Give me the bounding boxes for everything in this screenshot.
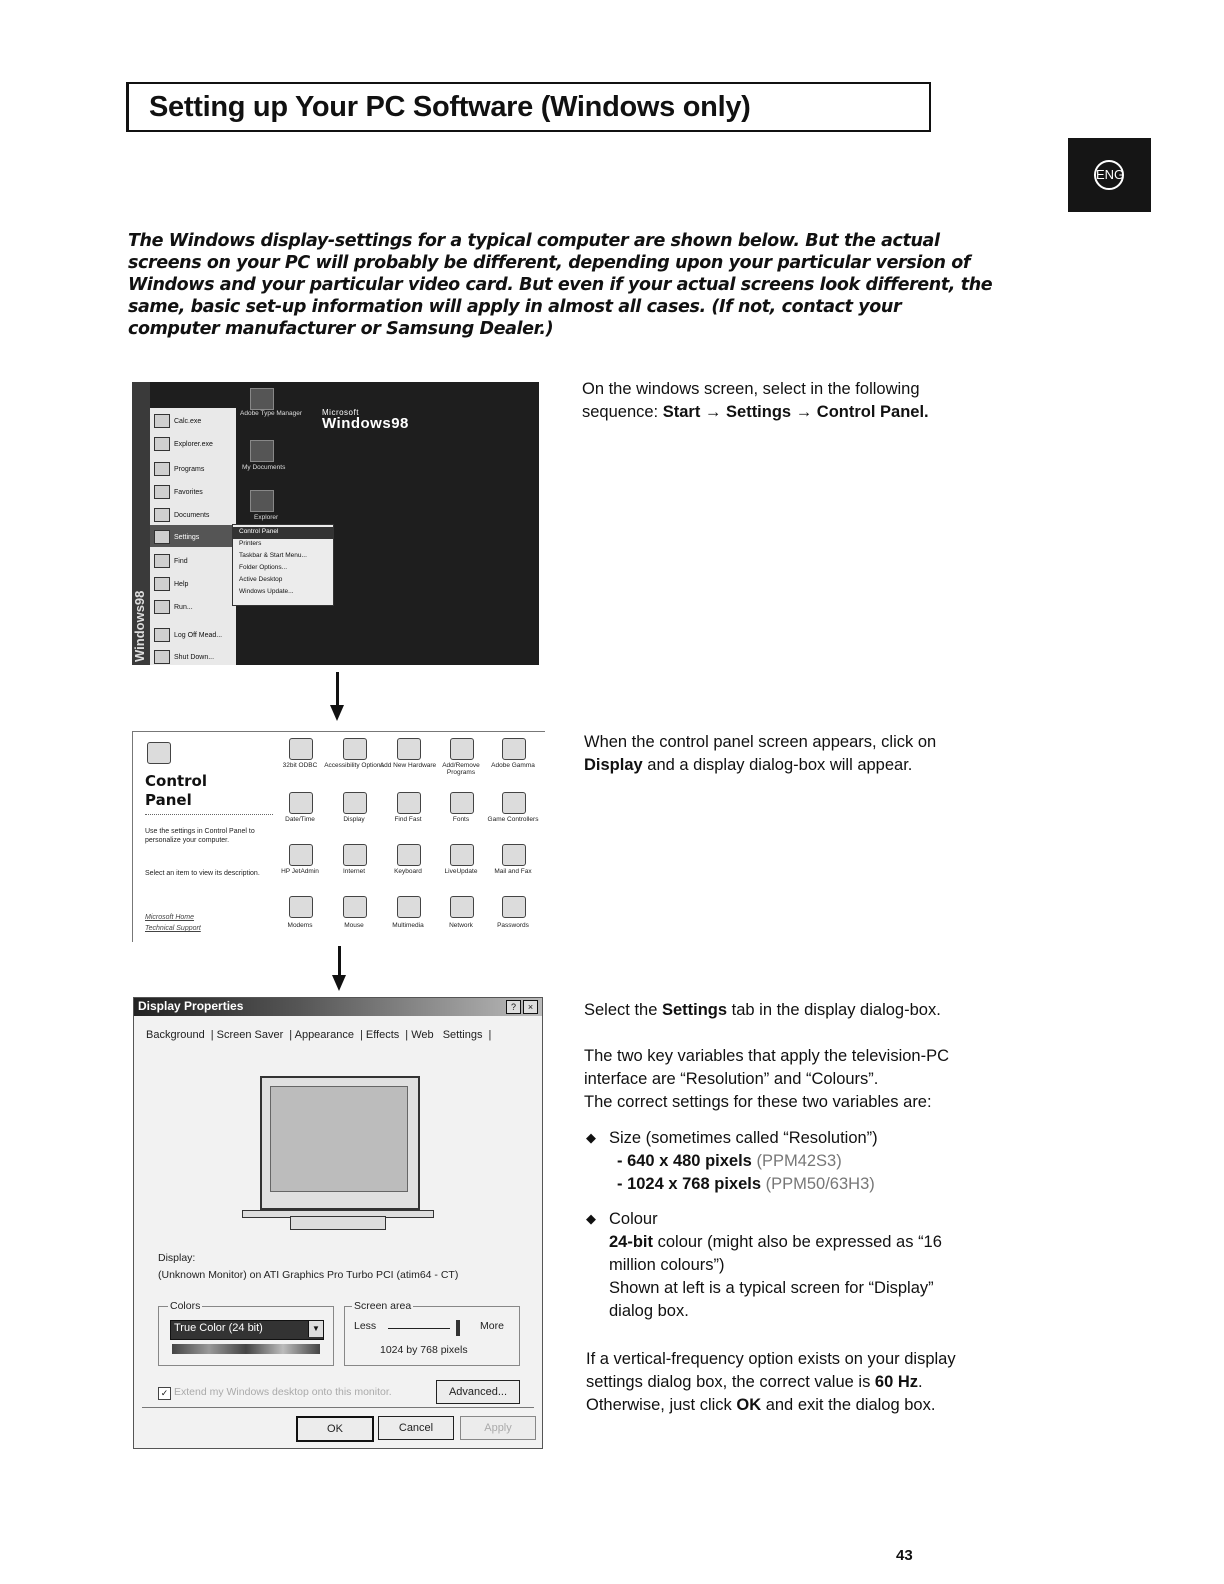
- liveupdate-icon[interactable]: [450, 844, 474, 866]
- menu-item: Run...: [154, 600, 193, 614]
- help-button[interactable]: ?: [506, 1000, 521, 1014]
- tab-effects[interactable]: Effects: [365, 1029, 400, 1041]
- step3-paragraph-2: The two key variables that apply the television-PC interface are “Resolution” and “Colours”. The correct settings for these two variables are:: [584, 1047, 950, 1111]
- log-off-icon: [154, 628, 170, 642]
- network-icon[interactable]: [450, 896, 474, 918]
- help-icon: [154, 577, 170, 591]
- dialog-title-bar: [134, 998, 542, 1016]
- fonts-icon[interactable]: [450, 792, 474, 814]
- cp-item-label: Network: [449, 922, 473, 929]
- display-label: Display:: [158, 1252, 196, 1264]
- cp-item-label: Keyboard: [394, 868, 422, 875]
- desktop-icon-label: Explorer: [254, 514, 279, 521]
- cp-item-label: Add/Remove Programs: [442, 762, 480, 776]
- screen-area-slider-handle[interactable]: [456, 1320, 460, 1336]
- submenu-item: Folder Options...: [239, 564, 288, 571]
- colour-depth: 24-bit: [609, 1233, 654, 1251]
- accessibility-icon[interactable]: [343, 738, 367, 760]
- cp-item-label: Accessibility Options: [324, 762, 384, 769]
- menu-item: Settings: [154, 530, 199, 544]
- game-controllers-icon[interactable]: [502, 792, 526, 814]
- cp-item-label: LiveUpdate: [444, 868, 478, 875]
- add-hardware-icon[interactable]: [397, 738, 421, 760]
- resolution-1024: - 1024 x 768 pixels: [617, 1175, 762, 1193]
- resolution-640: - 640 x 480 pixels: [617, 1152, 752, 1170]
- step1-text: On the windows screen, select in the following sequence: Start → Settings → Control Panel.: [582, 380, 929, 421]
- odbc-icon[interactable]: [289, 738, 313, 760]
- cp-item-label: HP JetAdmin: [281, 868, 319, 875]
- windows98-logo: Microsoft Windows98: [322, 408, 409, 432]
- diamond-bullet-icon: ◆: [586, 1130, 596, 1145]
- dialog-tabs: Background | Screen Saver | Appearance | Effects | Web Settings |: [146, 1029, 492, 1041]
- menu-item: Documents: [154, 508, 209, 522]
- cp-item-label: 32bit ODBC: [282, 762, 318, 769]
- control-panel-term: Control Panel.: [816, 403, 929, 421]
- cp-item-label: Mail and Fax: [494, 868, 532, 875]
- chevron-down-icon[interactable]: ▼: [308, 1321, 323, 1337]
- cp-item-label: Mouse: [344, 922, 364, 929]
- step3-paragraph-1: Select the Settings tab in the display dialog-box.: [584, 1001, 941, 1019]
- display-value: (Unknown Monitor) on ATI Graphics Pro Turbo PCI (atim64 - CT): [158, 1269, 459, 1281]
- display-icon[interactable]: [343, 792, 367, 814]
- apply-button[interactable]: Apply: [460, 1416, 536, 1440]
- resolution-value: 1024 by 768 pixels: [380, 1344, 468, 1356]
- monitor-base: [290, 1216, 386, 1230]
- menu-item: Calc.exe: [154, 414, 201, 428]
- cp-item-label: Passwords: [497, 922, 529, 929]
- adobe-type-manager-icon: [250, 388, 274, 410]
- submenu-item: Windows Update...: [239, 588, 294, 595]
- cp-item-label: Multimedia: [392, 922, 424, 929]
- cp-item-label: Internet: [342, 868, 366, 875]
- run-icon: [154, 600, 170, 614]
- page-number: 43: [896, 1547, 913, 1564]
- multimedia-icon[interactable]: [397, 896, 421, 918]
- screen-area-group: [344, 1306, 520, 1366]
- extend-desktop-checkbox[interactable]: ✓: [158, 1387, 171, 1400]
- modems-icon[interactable]: [289, 896, 313, 918]
- explorer-icon: [154, 437, 170, 451]
- cp-item-label: Date/Time: [285, 816, 315, 823]
- my-documents-icon: [250, 440, 274, 462]
- windows98-start-menu-screenshot: [132, 382, 539, 665]
- control-panel-icon: [147, 742, 171, 764]
- settings-term: Settings: [726, 403, 792, 421]
- desktop-icon-label: My Documents: [242, 464, 286, 471]
- colour-bullet: Colour 24-bit colour (might also be expressed as “16 million colours”) Shown at left is a typical screen for “Display” dialog box.: [609, 1210, 942, 1320]
- submenu-item: Control Panel: [239, 528, 279, 535]
- monitor-preview: [260, 1076, 420, 1210]
- add-remove-programs-icon[interactable]: [450, 738, 474, 760]
- menu-item: Log Off Mead...: [154, 628, 222, 642]
- language-tab: [1068, 138, 1151, 212]
- dialog-title: Display Properties: [138, 999, 244, 1013]
- menu-item: Programs: [154, 462, 204, 476]
- display-term: Display: [584, 756, 643, 774]
- settings-submenu: [232, 524, 334, 606]
- arrow-glyph: →: [795, 403, 813, 421]
- keyboard-icon[interactable]: [397, 844, 421, 866]
- menu-item: Explorer.exe: [154, 437, 213, 451]
- control-panel-hint: Select an item to view its description.: [145, 870, 260, 877]
- adobe-gamma-icon[interactable]: [502, 738, 526, 760]
- menu-item: Find: [154, 554, 188, 568]
- cp-item-label: Display: [343, 816, 365, 823]
- desktop-icon-label: Adobe Type Manager: [240, 410, 303, 417]
- shut-down-icon: [154, 650, 170, 664]
- arrow-glyph: →: [704, 403, 722, 421]
- tab-settings[interactable]: Settings: [442, 1029, 483, 1041]
- cp-item-label: Modems: [287, 922, 313, 929]
- tab-appearance[interactable]: Appearance: [294, 1029, 354, 1041]
- step3-paragraph-4: If a vertical-frequency option exists on your display settings dialog box, the correct value is 60 Hz. Otherwise, just click OK and exit the dialog box.: [586, 1350, 956, 1414]
- tab-background[interactable]: Background: [146, 1029, 205, 1041]
- cancel-button[interactable]: Cancel: [378, 1416, 454, 1440]
- size-bullet: Size (sometimes called “Resolution”) - 640 x 480 pixels (PPM42S3) - 1024 x 768 pixels (PPM50/63H3): [609, 1129, 878, 1193]
- divider: [145, 814, 273, 815]
- start-menu-sidebar: Windows98: [132, 382, 150, 665]
- divider: [142, 1407, 534, 1408]
- ok-term: OK: [736, 1396, 762, 1414]
- title-box: [126, 82, 931, 132]
- mail-fax-icon[interactable]: [502, 844, 526, 866]
- control-panel-description: Use the settings in Control Panel to personalize your computer.: [145, 828, 255, 844]
- settings-icon: [154, 530, 170, 544]
- down-arrow-icon: [330, 705, 344, 721]
- diamond-bullet-icon: ◆: [586, 1211, 596, 1226]
- explorer-desktop-icon: [250, 490, 274, 512]
- tab-web[interactable]: Web: [411, 1029, 434, 1041]
- language-badge: ENG: [1094, 160, 1124, 190]
- submenu-item: Printers: [239, 540, 262, 547]
- ok-button[interactable]: OK: [296, 1416, 374, 1442]
- start-term: Start: [662, 403, 701, 421]
- frequency-value: 60 Hz: [874, 1373, 919, 1391]
- submenu-item: Active Desktop: [239, 576, 283, 583]
- control-panel-screenshot: [132, 731, 545, 942]
- screen-area-slider-track[interactable]: [388, 1328, 450, 1329]
- internet-icon[interactable]: [343, 844, 367, 866]
- page-title: Setting up Your PC Software (Windows only): [149, 91, 751, 123]
- monitor-screen: [270, 1086, 408, 1192]
- menu-item: Help: [154, 577, 188, 591]
- step2-text: When the control panel screen appears, click on Display and a display dialog-box will appear.: [584, 733, 937, 774]
- cp-item-label: Add New Hardware: [379, 762, 437, 769]
- down-arrow-line: [338, 946, 341, 976]
- tab-screen-saver[interactable]: Screen Saver: [216, 1029, 284, 1041]
- less-label: Less: [354, 1320, 377, 1332]
- cp-item-label: Game Controllers: [487, 816, 539, 823]
- menu-item: Shut Down...: [154, 650, 214, 664]
- extend-desktop-label: Extend my Windows desktop onto this monitor.: [174, 1386, 392, 1398]
- documents-icon: [154, 508, 170, 522]
- find-fast-icon[interactable]: [397, 792, 421, 814]
- close-button[interactable]: ×: [523, 1000, 538, 1014]
- cp-item-label: Find Fast: [394, 816, 422, 823]
- down-arrow-icon: [332, 975, 346, 991]
- programs-icon: [154, 462, 170, 476]
- control-panel-title: Control Panel: [145, 772, 208, 809]
- favorites-icon: [154, 485, 170, 499]
- colors-label: Colors: [170, 1300, 201, 1312]
- find-icon: [154, 554, 170, 568]
- cp-item-label: Adobe Gamma: [491, 762, 535, 769]
- submenu-item: Taskbar & Start Menu...: [239, 552, 307, 559]
- advanced-button[interactable]: Advanced...: [436, 1380, 520, 1404]
- more-label: More: [480, 1320, 504, 1332]
- colors-select[interactable]: True Color (24 bit) ▼: [170, 1320, 324, 1340]
- technical-support-link[interactable]: Technical Support: [145, 925, 201, 932]
- screen-area-label: Screen area: [354, 1300, 412, 1312]
- down-arrow-line: [336, 672, 339, 706]
- mouse-icon[interactable]: [343, 896, 367, 918]
- intro-paragraph: The Windows display-settings for a typical computer are shown below. But the actual screens on your PC will probably be different, depending upon your particular version of Windows and your particular video card. But even if your actual screens look different, the same, basic set-up information will apply in almost all cases. (If not, contact your computer manufacturer or Samsung Dealer.): [128, 231, 993, 339]
- calculator-icon: [154, 414, 170, 428]
- settings-tab-term: Settings: [661, 1001, 728, 1019]
- color-palette-bar: [172, 1344, 320, 1354]
- cp-item-label: Fonts: [452, 816, 470, 823]
- date-time-icon[interactable]: [289, 792, 313, 814]
- display-properties-screenshot: [133, 997, 543, 1449]
- microsoft-home-link[interactable]: Microsoft Home: [145, 914, 195, 921]
- hp-jetadmin-icon[interactable]: [289, 844, 313, 866]
- passwords-icon[interactable]: [502, 896, 526, 918]
- menu-item: Favorites: [154, 485, 203, 499]
